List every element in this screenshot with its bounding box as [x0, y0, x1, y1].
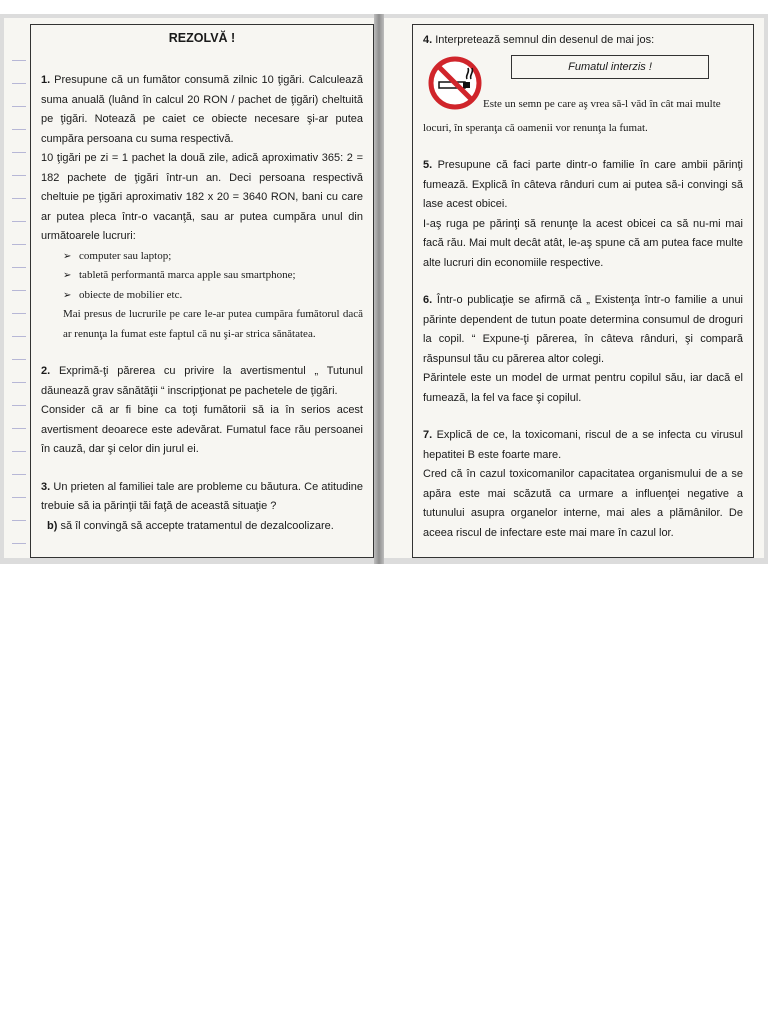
no-smoking-icon [427, 55, 483, 111]
answer-3-text: să îl convingă să accepte tratamentul de dezalcoolizare. [60, 519, 334, 532]
question-2 [41, 362, 363, 401]
question-1-text: Presupune că un fumător consumă zilnic 10 ţigări. Calculează suma anuală (luând în calcul 20 RON / pachet de ţigări) cheltuită pe ţigări. Notează pe caiet ce obiecte necesare şi-ar putea cumpăra persoana cu suma respectivă. [41, 74, 363, 145]
question-2-number: 2. [41, 365, 51, 377]
answer-6: Părintele este un model de urmat pentru copilul său, iar dacă el fumează, la fel va face şi copilul. [423, 372, 743, 404]
answer-4-part-2: locuri, în speranţa că oamenii vor renunţa la fumat. [423, 121, 648, 134]
question-5 [423, 156, 743, 215]
question-2-text: Exprimă-ţi părerea cu privire la avertismentul „ Tutunul dăunează grav sănătăţii “ inscripţionat pe pachetele de ţigări. [41, 365, 363, 397]
page-title: REZOLVĂ ! [168, 31, 236, 45]
question-1 [41, 71, 363, 149]
left-frame [30, 24, 374, 558]
answer-1-conclusion: Mai presus de lucrurile pe care le-ar putea cumpăra fumătorul dacă ar renunţa la fumat este faptul că nu şi-ar strica sănătatea. [63, 308, 363, 340]
list-item: ➢ obiecte de mobilier etc. [63, 286, 363, 306]
question-3-number: 3. [41, 480, 51, 493]
question-3-text: Un prieten al familiei tale are probleme cu băutura. Ce atitudine trebuie să ia părinţii tăi faţă de această situaţie ? [41, 480, 363, 512]
question-4-text: Interpretează semnul din desenul de mai jos: [435, 34, 655, 46]
list-item: ➢ computer sau laptop; [63, 247, 363, 267]
book-gutter [374, 14, 384, 564]
margin-lines [12, 38, 26, 558]
answer-4-part-1: Este un semn pe care aş vrea să-l văd în cât mai multe [483, 97, 721, 110]
question-7-number: 7. [423, 429, 433, 441]
question-5-number: 5. [423, 159, 433, 171]
right-frame [412, 24, 754, 558]
question-7-text: Explică de ce, la toxicomani, riscul de a se infecta cu virusul hepatitei B este foarte mare. [423, 429, 743, 461]
question-6-number: 6. [423, 294, 433, 306]
answer-7: Cred că în cazul toxicomanilor capacitatea organismului de a se apăra este mai scăzută ca urmare a influenţei negative a tutunului asupra organelor interne, mai ales a plămânilor. De aceea riscul de infectare este mai mare în cazul lor. [423, 468, 743, 539]
question-4 [423, 31, 743, 51]
list-item: ➢ tabletă performantă marca apple sau smartphone; [63, 266, 363, 286]
question-4-number: 4. [423, 34, 433, 46]
question-7 [423, 426, 743, 465]
left-page [4, 18, 374, 558]
answer-2: Consider că ar fi bine ca toţi fumătorii să ia în serios acest avertisment deoarece este adevărat. Fumatul face rău persoanei în cauză, dar şi celor din jurul ei. [41, 404, 363, 455]
answer-3-label: b) [47, 519, 58, 532]
question-5-text: Presupune că faci parte dintr-o familie în care ambii părinţi fumează. Explică în câteva rânduri cum ai putea să-i convingi să lase acest obicei. [423, 159, 743, 210]
question-1-number: 1. [41, 74, 51, 86]
sign-area [423, 51, 743, 121]
answer-1-list [41, 247, 363, 306]
answer-3 [41, 517, 363, 537]
question-6 [423, 291, 743, 369]
question-6-text: Într-o publicaţie se afirmă că „ Existenţa într-o familie a unui părinte dependent de tutun poate determina consumul de droguri la copil. “ Expune-ţi părerea, în câteva rânduri, şi compară răspunsul tău cu părerea altor colegi. [423, 294, 744, 365]
sign-label-box: Fumatul interzis ! [511, 55, 709, 79]
answer-5: I-aş ruga pe părinţi să renunţe la acest obicei ca să nu-mi mai facă rău. Mai mult decât atât, le-aş spune că am putea face multe alte lucruri din economiile respective. [423, 217, 743, 269]
right-page [384, 18, 764, 558]
question-3 [41, 478, 363, 517]
answer-1: 10 ţigări pe zi = 1 pachet la două zile, adică aproximativ 365: 2 = 182 pachete de ţigări într-un an. Deci persoana respectivă cheltuie pe ţigări aproximativ 182 x 20 = 3640 RON, bani cu care ar putea pleca într-o vacanţă, sau ar putea cumpăra unul din următoarele lucruri: [41, 152, 363, 242]
scanned-spread [0, 14, 768, 564]
